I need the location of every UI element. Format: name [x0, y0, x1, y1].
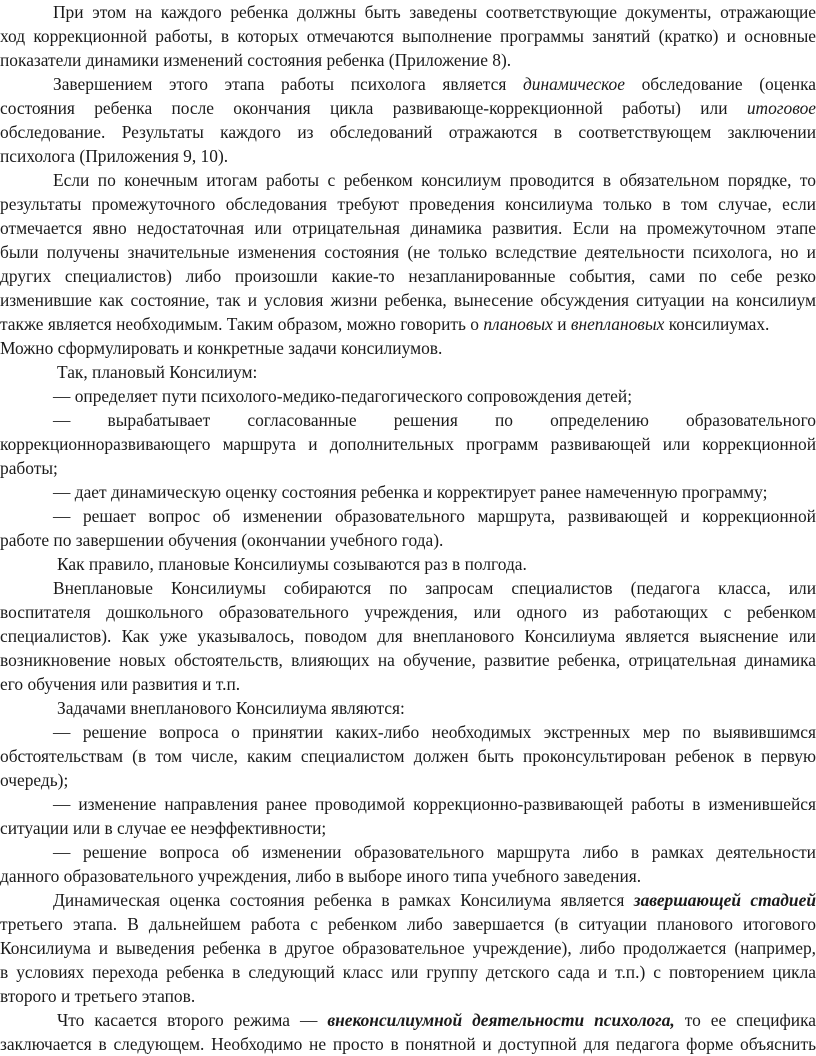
- text-line: Как правило, плановые Консилиумы созываются раз в полгода.: [57, 554, 527, 574]
- text-line: При этом на каждого ребенка должны быть заведены соответствующие документы, отражающие: [53, 2, 816, 22]
- text-line: результаты промежуточного обследования требуют проведения консилиума только в том случае, если: [0, 194, 816, 214]
- list-item: — решает вопрос об изменении образовательного маршрута, развивающей и коррекционной: [53, 506, 816, 526]
- text-line: также является необходимым. Таким образом, можно говорить о плановых и внеплановых консилиумах.: [0, 314, 770, 334]
- text-line: Так, плановый Консилиум:: [57, 362, 258, 382]
- list-item: — изменение направления ранее проводимой коррекционно-развивающей работы в изменившейся: [53, 794, 816, 814]
- text-line: были получены значительные изменения состояния (не только вследствие деятельности психолога, но и: [0, 242, 816, 262]
- text-line: специалистов). Как уже указывалось, поводом для внепланового Консилиума является выяснение или: [0, 626, 816, 646]
- text-line: показатели динамики изменений состояния ребенка (Приложение 8).: [0, 50, 512, 70]
- text-line: Задачами внепланового Консилиума являются:: [57, 698, 405, 718]
- text-line: Можно сформулировать и конкретные задачи консилиумов.: [0, 338, 443, 358]
- text-line: отмечается явно недостаточная или отрицательная динамика развития. Если на промежуточном этапе: [0, 218, 816, 238]
- text-line: изменившие как состояние, так и условия жизни ребенка, вынесение обсуждения ситуации на консилиум: [0, 290, 816, 310]
- text-line: данного образовательного учреждения, либо в выборе иного типа учебного заведения.: [0, 866, 642, 886]
- bold-italic-term: внеконсилиумной деятельности психолога,: [327, 1010, 675, 1030]
- text-line: Если по конечным итогам работы с ребенком консилиум проводится в обязательном порядке, то: [53, 170, 816, 190]
- text-line: Что касается второго режима — внеконсилиумной деятельности психолога, то ее специфика: [57, 1010, 816, 1030]
- bold-italic-term: завершающей стадией: [633, 890, 816, 910]
- text-line: второго и третьего этапов.: [0, 986, 196, 1006]
- text-line: его обучения или развития и т.п.: [0, 674, 241, 694]
- italic-term: итоговое: [746, 98, 816, 118]
- text-line: в условиях перехода ребенка в следующий класс или группу детского сада и т.п.) с повторением цикла: [0, 962, 816, 982]
- text-line: возникновение новых обстоятельств, влияющих на обучение, развитие ребенка, отрицательная динамика: [0, 650, 816, 670]
- text-line: очередь);: [0, 770, 69, 790]
- italic-term: плановых: [483, 314, 553, 334]
- text-line: работе по завершении обучения (окончании учебного года).: [0, 530, 444, 550]
- text-line: ход коррекционной работы, в которых отмечаются выполнение программы занятий (кратко) и основные: [0, 26, 816, 46]
- text-line: коррекционноразвивающего маршрута и дополнительных программ развивающей или коррекционной: [0, 434, 816, 454]
- italic-term: внеплановых: [570, 314, 665, 334]
- text-line: других специалистов) либо произошли какие-то незапланированные события, сами по себе резко: [0, 266, 816, 286]
- text-line: Динамическая оценка состояния ребенка в рамках Консилиума является завершающей стадией: [53, 890, 816, 910]
- list-item: — определяет пути психолого-медико-педагогического сопровождения детей;: [53, 386, 633, 406]
- list-item: — вырабатывает согласованные решения по определению образовательного: [53, 410, 816, 430]
- text-line: обследование. Результаты каждого из обследований отражаются в соответствующем заключении: [0, 122, 816, 142]
- list-item: — дает динамическую оценку состояния ребенка и корректирует ранее намеченную программу;: [53, 482, 768, 502]
- text-line: Завершением этого этапа работы психолога является динамическое обследование (оценка: [53, 74, 816, 94]
- text-line: воспитателя дошкольного образовательного учреждения, или одного из работающих с ребенком: [0, 602, 816, 622]
- italic-term: динамическое: [522, 74, 625, 94]
- text-line: психолога (Приложения 9, 10).: [0, 146, 229, 166]
- list-item: — решение вопроса об изменении образовательного маршрута либо в рамках деятельности: [53, 842, 816, 862]
- text-line: ситуации или в случае ее неэффективности;: [0, 818, 327, 838]
- text-line: состояния ребенка после окончания цикла развивающе-коррекционной работы) или итоговое: [0, 98, 816, 118]
- text-line: работы;: [0, 458, 58, 478]
- text-line: третьего этапа. В дальнейшем работа с ребенком либо завершается (в ситуации планового итогового: [0, 914, 816, 934]
- list-item: — решение вопроса о принятии каких-либо необходимых экстренных мер по выявившимся: [53, 722, 816, 742]
- text-line: обстоятельствам (в том числе, каким специалистом должен быть проконсультирован ребенок в первую: [0, 746, 816, 766]
- text-line: Внеплановые Консилиумы собираются по запросам специалистов (педагога класса, или: [53, 578, 816, 598]
- text-line: заключается в следующем. Необходимо не просто в понятной и доступной для педагога форме объяснить: [0, 1034, 816, 1054]
- text-line: Консилиума и выведения ребенка в другое образовательное учреждение), либо продолжается (например,: [0, 938, 816, 958]
